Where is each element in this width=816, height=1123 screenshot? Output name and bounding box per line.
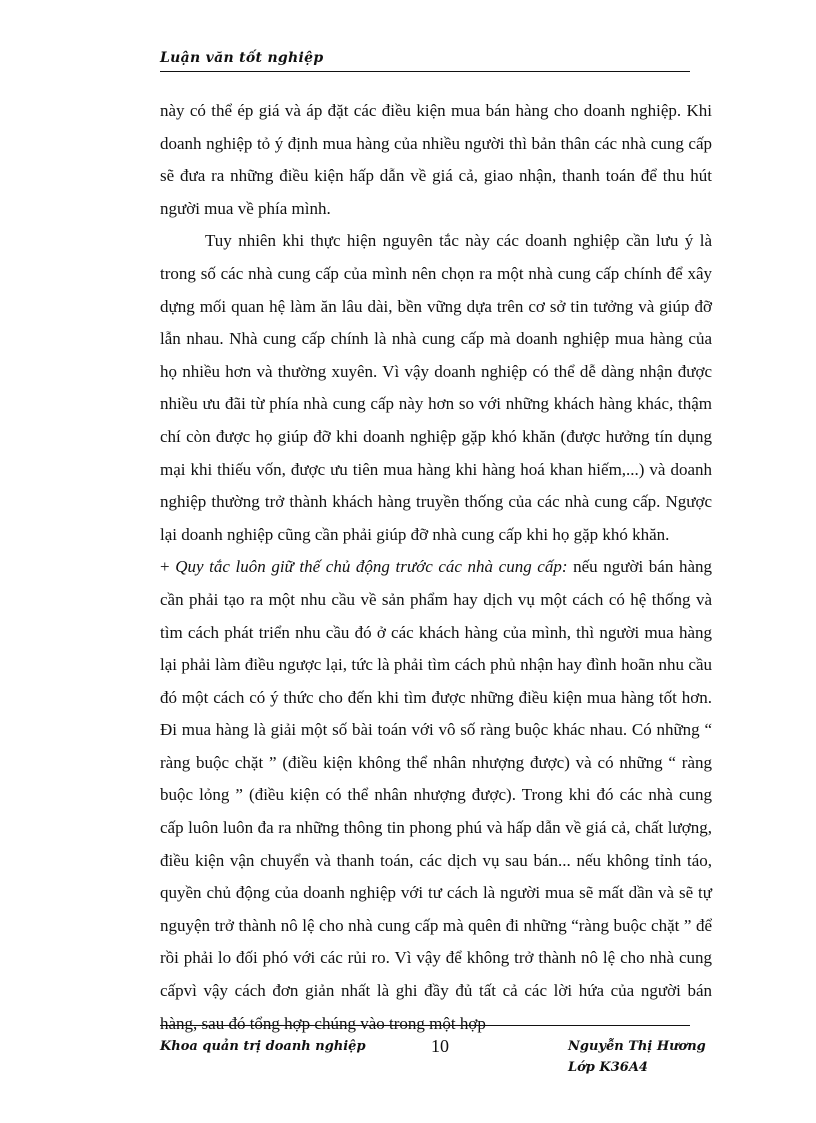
footer-author: Nguyễn Thị Hương [568,1039,706,1054]
footer-faculty: Khoa quản trị doanh nghiệp [160,1039,366,1054]
paragraph-3-text: nếu người bán hàng cần phải tạo ra một nhu cầu về sản phẩm hay dịch vụ một cách có hệ thống và tìm cách phát triển nhu cầu đó ở các khách hàng của mình, thì người mua hàng lại phải làm điều ngược lại, tức là phải tìm cách phủ nhận hay đình hoãn nhu cầu đó một cách có ý thức cho đến khi tìm được những điều kiện mua hàng tốt hơn. Đi mua hàng là giải một số bài toán với vô số ràng buộc khác nhau. Có những “ ràng buộc chặt ” (điều kiện không thể nhân nhượng được) và có những “ ràng buộc lỏng ” (điều kiện có thể nhân nhượng được). Trong khi đó các nhà cung cấp luôn luôn đa ra những thông tin phong phú và hấp dẫn về giá cả, chất lượng, điều kiện vận chuyển và thanh toán, các dịch vụ sau bán... nếu không tỉnh táo, quyền chủ động của doanh nghiệp với tư cách là người mua sẽ mất dần và sẽ tự nguyện trở thành nô lệ cho nhà cung cấp mà quên đi những “ràng buộc chặt ” để rồi phải lo đối phó với các rủi ro. Vì vậy để không trở thành nô lệ cho nhà cung cấpvì vậy cách đơn giản nhất là ghi đầy đủ tất cả các lời hứa của người bán hàng, sau đó tổng hợp chúng vào trong một hợp [160,557,712,1033]
page-number: 10 [431,1036,449,1056]
footer-class: Lớp K36A4 [568,1060,648,1075]
paragraph-2: Tuy nhiên khi thực hiện nguyên tắc này các doanh nghiệp cần lưu ý là trong số các nhà cung cấp của mình nên chọn ra một nhà cung cấp chính để xây dựng mối quan hệ làm ăn lâu dài, bền vững dựa trên cơ sở tin tưởng và giúp đỡ lẫn nhau. Nhà cung cấp chính là nhà cung cấp mà doanh nghiệp mua hàng của họ nhiều hơn và thường xuyên. Vì vậy doanh nghiệp có thể dễ dàng nhận được nhiều ưu đãi từ phía nhà cung cấp này hơn so với những khách hàng khác, thậm chí còn được họ giúp đỡ khi doanh nghiệp gặp khó khăn (được hưởng tín dụng mại khi thiếu vốn, được ưu tiên mua hàng khi hàng hoá khan hiếm,...) và doanh nghiệp thường trở thành khách hàng truyền thống của các nhà cung cấp. Ngược lại doanh nghiệp cũng cần phải giúp đỡ nhà cung cấp khi họ gặp khó khăn. [160,231,712,544]
rule-prefix: + [160,557,176,577]
rule-title: Quy tắc luôn giữ thế chủ động trước các nhà cung cấp: [175,557,568,577]
header-divider [160,71,690,72]
document-body [160,95,712,1040]
page-header-title: Luận văn tốt nghiệp [160,50,324,66]
footer-divider [160,1025,690,1026]
paragraph-1: này có thể ép giá và áp đặt các điều kiện mua bán hàng cho doanh nghiệp. Khi doanh nghiệp tỏ ý định mua hàng của nhiều người thì bản thân các nhà cung cấp sẽ đưa ra những điều kiện hấp dẫn về giá cả, giao nhận, thanh toán để thu hút người mua về phía mình. [160,101,712,218]
paragraph-3 [160,551,712,1040]
